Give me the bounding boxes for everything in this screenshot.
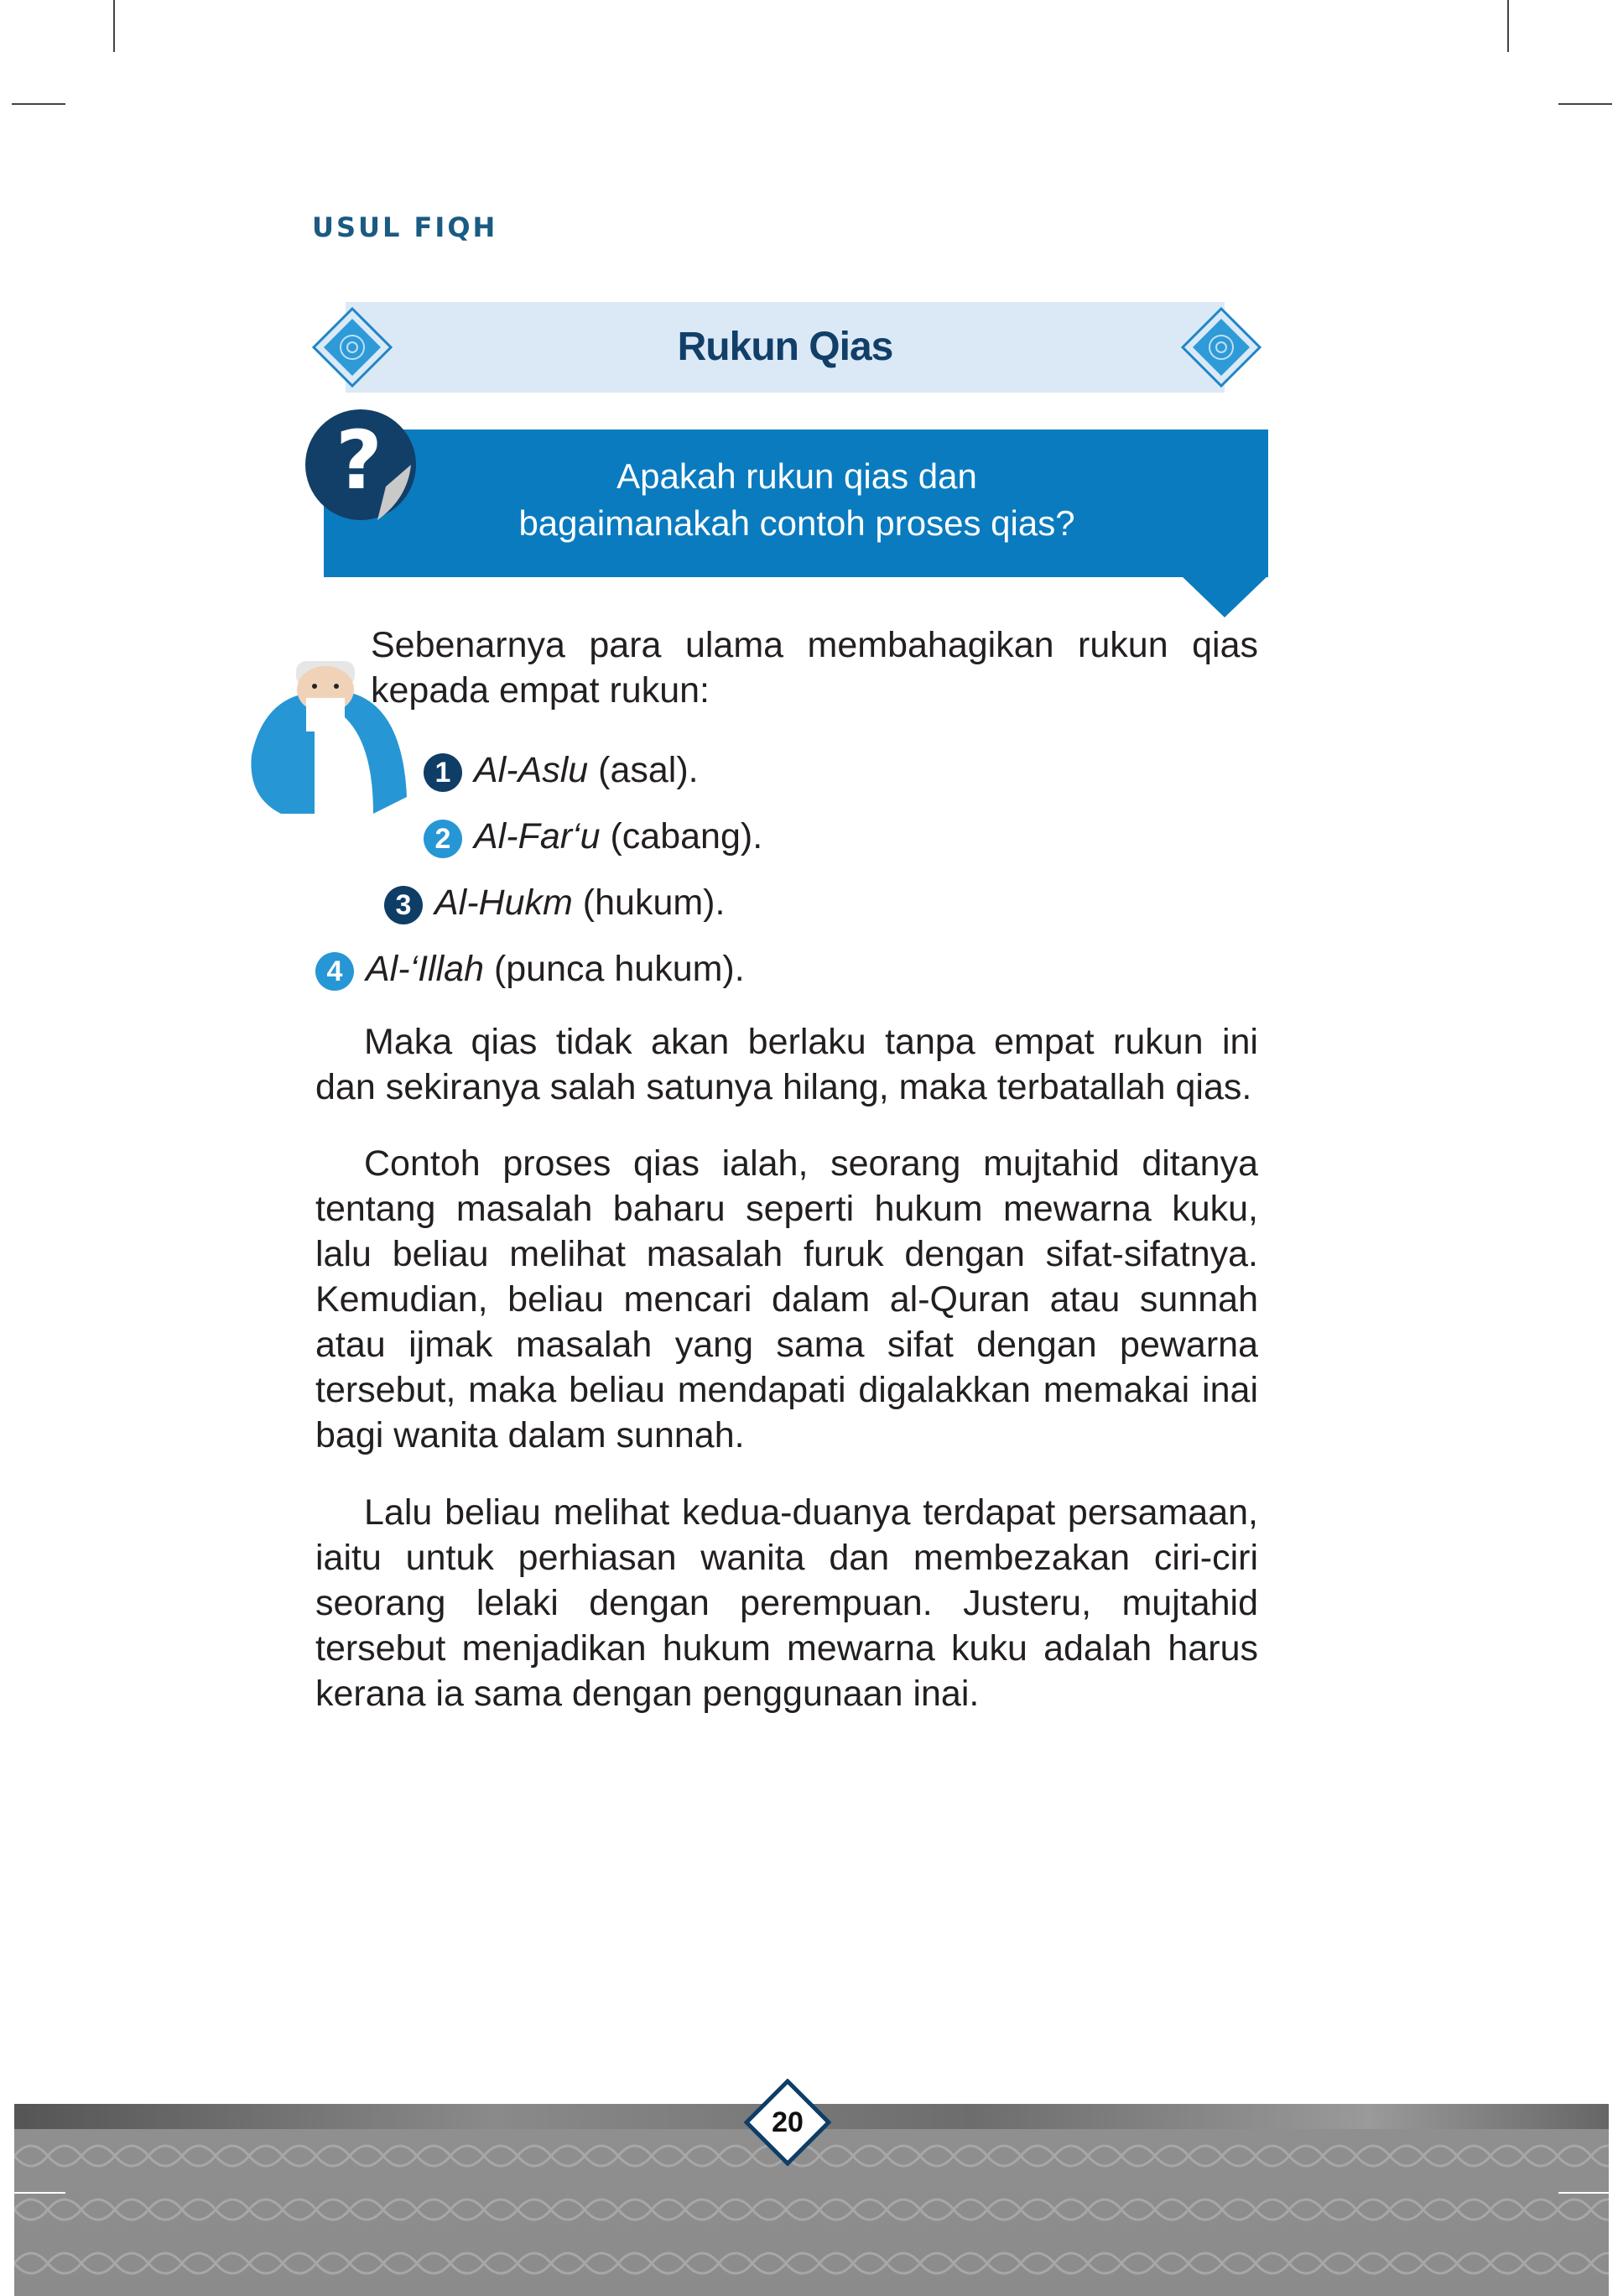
question-mark-icon <box>302 406 419 523</box>
crop-mark <box>1558 2192 1612 2194</box>
crop-mark <box>12 2192 65 2194</box>
crop-mark <box>12 103 65 105</box>
page-number: 20 <box>772 2106 804 2138</box>
crop-mark <box>113 0 115 52</box>
list-number: 4 <box>315 952 354 991</box>
list-desc: (asal). <box>588 750 699 790</box>
list-desc: (cabang). <box>600 816 763 856</box>
list-item <box>315 946 745 992</box>
body-paragraph: Maka qias tidak akan berlaku tanpa empat rukun ini dan sekiranya salah satunya hilang, maka terbatallah qias. <box>315 1022 1258 1107</box>
list-term: Al-Hukm <box>434 882 573 923</box>
running-header: USUL FIQH <box>312 211 498 243</box>
crop-mark <box>1507 0 1509 52</box>
body-paragraph: Contoh proses qias ialah, seorang mujtahid ditanya tentang masalah baharu seperti hukum mewarna kuku, lalu beliau melihat masalah furuk dengan sifat-sifatnya. Kemudian, beliau mencari dalam al-Quran atau sunnah atau ijmak masalah yang sama sifat dengan pewarna tersebut, maka beliau mendapati digalakkan memakai inai bagi wanita dalam sunnah. <box>315 1143 1258 1455</box>
body-paragraph: Lalu beliau melihat kedua-duanya terdapat persamaan, iaitu untuk perhiasan wanita dan membezakan ciri-ciri seorang lelaki dengan perempuan. Justeru, mujtahid tersebut menjadikan hukum mewarna kuku adalah harus kerana ia sama dengan penggunaan inai. <box>315 1492 1258 1714</box>
list-item <box>384 880 725 925</box>
list-item <box>424 747 699 793</box>
list-term: Al-Aslu <box>474 750 589 790</box>
crop-mark <box>1558 103 1612 105</box>
question-line-1: Apakah rukun qias dan <box>616 456 977 496</box>
section-title: Rukun Qias <box>677 325 893 369</box>
list-number: 1 <box>424 753 462 792</box>
list-term: Al-Far‘u <box>474 816 601 856</box>
svg-text:?: ? <box>336 414 382 508</box>
question-text <box>453 453 1141 547</box>
list-number: 3 <box>384 886 423 924</box>
list-item <box>424 814 762 859</box>
list-term: Al-‘Illah <box>366 949 484 989</box>
list-desc: (hukum). <box>572 882 726 923</box>
list-number: 2 <box>424 820 462 858</box>
question-box-tail <box>1181 575 1268 617</box>
list-desc: (punca hukum). <box>484 949 745 989</box>
intro-paragraph: Sebenarnya para ulama membahagikan rukun qias kepada empat rukun: <box>371 625 1258 711</box>
question-line-2: bagaimanakah contoh proses qias? <box>518 503 1075 543</box>
